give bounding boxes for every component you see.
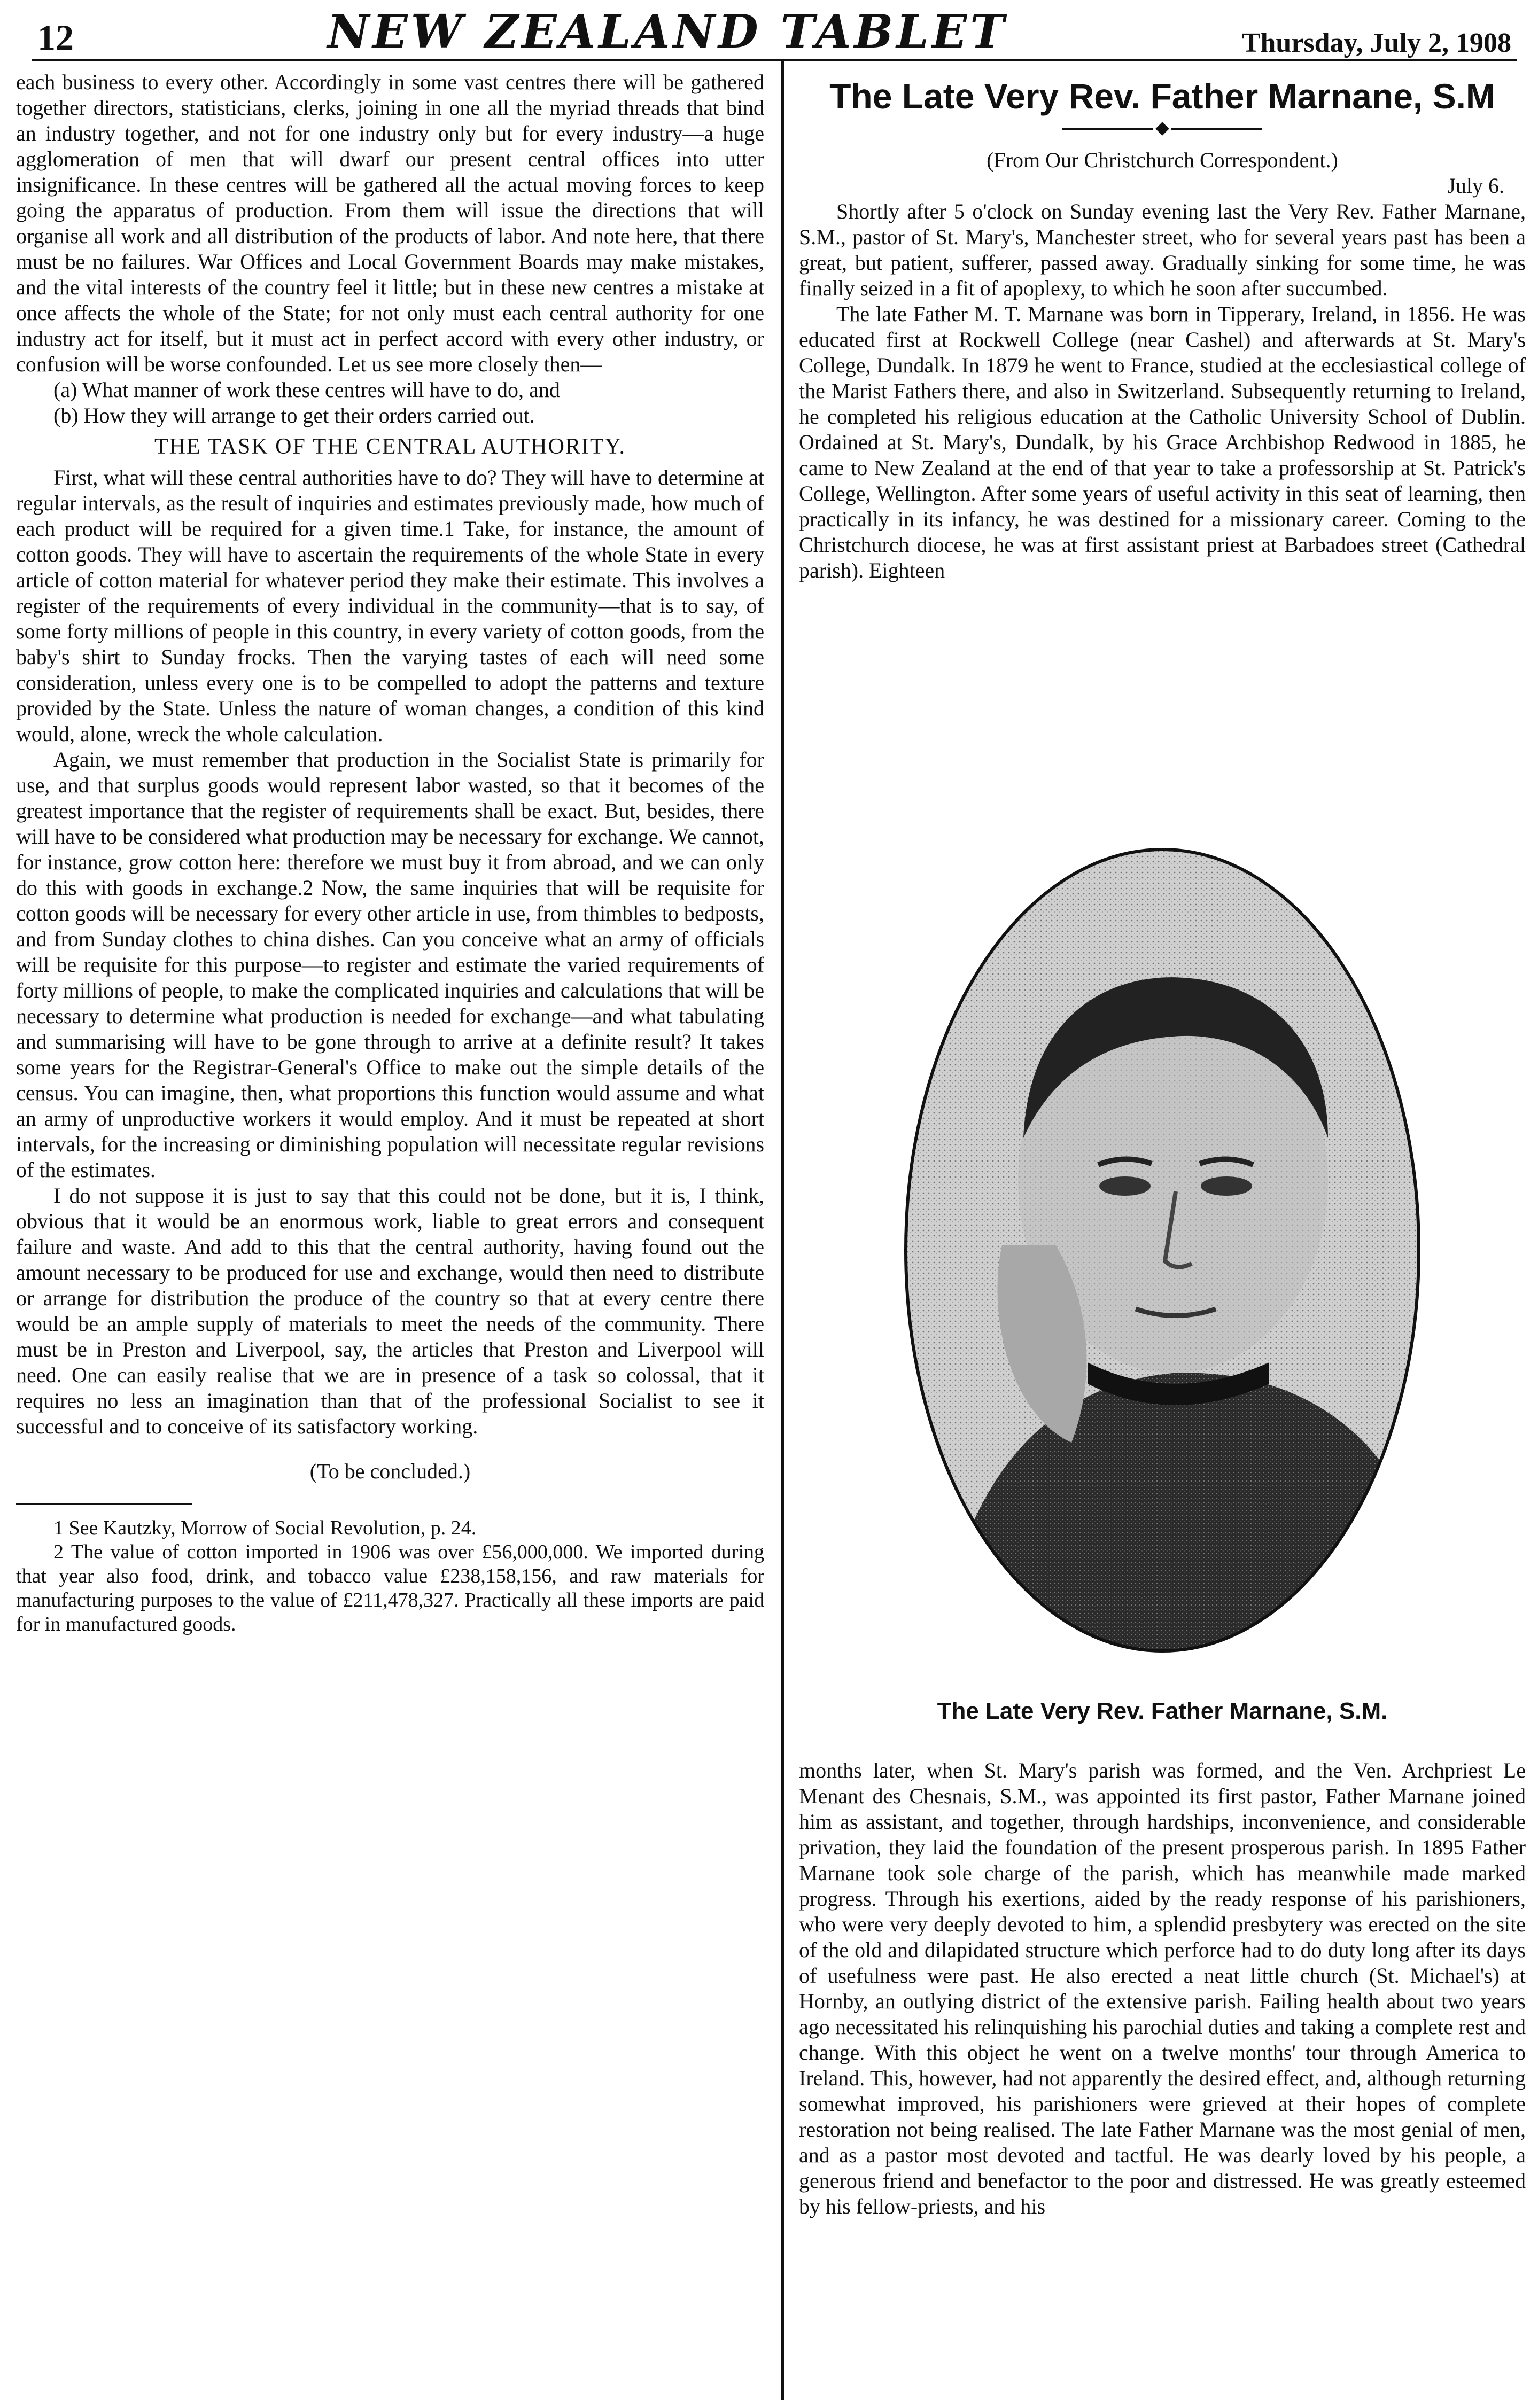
newspaper-title: NEW ZEALAND TABLET xyxy=(327,5,1008,59)
portrait-photo xyxy=(799,833,1526,1667)
footnote: 1 See Kautzky, Morrow of Social Revolution, p. 24. xyxy=(53,1517,477,1539)
footnote-rule xyxy=(16,1503,192,1505)
footnote: 2 The value of cotton imported in 1906 was over £56,000,000. We imported during that year also food, drink, and tobacco value £238,158,156, and raw materials for manufacturing purposes to the value of £211,478,327. Practically all these imports are paid for in manufactured goods. xyxy=(16,1541,764,1635)
paragraph: I do not suppose it is just to say that this could not be done, but it is, I think, obvious that it would be an enormous work, liable to great errors and consequent failure and waste. And add to this that the central authority, having found out the amount necessary to be produced for use and exchange, would then need to distribute or arrange for distribution the produce of the country so that at every centre there would be an ample supply of materials to meet the needs of the community. There must be in Preston and Liverpool, say, the articles that Preston and Liverpool will need. One can easily realise that we are in presence of a task so colossal, that it requires no less an imagination than that of the professional Socialist to see it successful and to conceive of its satisfactory working. xyxy=(16,1183,764,1438)
paragraph: First, what will these central authorities have to do? They will have to determine at regular intervals, as the result of inquiries and estimates previously made, how much of each product will be required for a given time.1 Take, for instance, the amount of cotton goods. They will have to ascertain the requirements of the whole State in every article of cotton material for whatever period they make their estimate. This involves a register of the requirements of every individual in the community—that is to say, of some forty millions of people in this country, in every variety of cotton goods, from the baby's shirt to Sunday frocks. Then the varying tastes of each will need some consideration, unless every one is to be compelled to adopt the patterns and texture provided by the State. Unless the nature of woman changes, a condition of this kind would, alone, wreck the whole calculation. xyxy=(16,465,764,746)
article-source: (From Our Christchurch Correspondent.) xyxy=(987,148,1338,172)
issue-date: Thursday, July 2, 1908 xyxy=(1241,28,1511,58)
paragraph: each business to every other. Accordingly in some vast centres there will be gathered together directors, statisticians, clerks, joining in one all the myriad threads that bind an industry together, and not for one industry only but for every industry—a huge agglomeration of men that will dwarf our present central offices into utter insignificance. In these centres will be gathered all the actual moving forces to keep going the apparatus of production. From them will issue the directions that will organise all work and all distribution of the products of labor. And note here, that there must be no failures. War Offices and Local Government Boards may make mistakes, and the vital interests of the country feel it little; but in these new centres a mistake at once affects the whole of the State; for not only must each central authority for one industry act for itself, but it must act in perfect accord with every other industry, or confusion will be worse confounded. Let us see more closely then— xyxy=(16,70,764,376)
paragraph: Again, we must remember that production in the Socialist State is primarily for use, and that surplus goods would represent labor wasted, so that it becomes of the greatest importance that the register of requirements shall be exact. But, besides, there will have to be considered what production may be necessary for exchange. We cannot, for instance, grow cotton here: therefore we must buy it from abroad, and we can only do this with goods in exchange.2 Now, the same inquiries that will be requisite for cotton goods will be necessary for every other article in use, from thimbles to bedposts, and from Sunday clothes to china dishes. Can you conceive what an army of officials will be requisite for this purpose—to register and estimate the varied requirements of forty millions of people, to make the complicated inquiries and calculations that will be necessary to determine what production is needed for exchange—and what tabulating and summarising will have to be gone through to arrive at a definite result? It takes some years for the Registrar-General's Office to make out the simple details of the census. You can imagine, then, what proportions this function would assume and what an army of unproductive workers it would employ. And it must be repeated at short intervals, for the increasing or diminishing population will necessitate regular revisions of the estimates. xyxy=(16,747,764,1182)
right-column-bottom xyxy=(799,1758,1526,2219)
dateline: July 6. xyxy=(1447,174,1504,198)
title-ornament xyxy=(799,124,1526,134)
page-number: 12 xyxy=(37,17,74,58)
paragraph: Shortly after 5 o'clock on Sunday evening last the Very Rev. Father Marnane, S.M., pastor of St. Mary's, Manchester street, who for several years past has been a great, but patient, sufferer, passed away. Gradually sinking for some time, he was finally seized in a fit of apoplexy, to which he soon after succumbed. xyxy=(799,199,1526,300)
list-item: (b) How they will arrange to get their orders carried out. xyxy=(53,403,535,427)
to-be-concluded: (To be concluded.) xyxy=(309,1459,471,1483)
list-item: (a) What manner of work these centres will have to do, and xyxy=(53,378,560,402)
portrait-image xyxy=(895,839,1430,1662)
photo-caption: The Late Very Rev. Father Marnane, S.M. xyxy=(937,1698,1388,1724)
article-title: The Late Very Rev. Father Marnane, S.M xyxy=(829,76,1495,116)
paragraph: The late Father M. T. Marnane was born in Tipperary, Ireland, in 1856. He was educated first at Rockwell College (near Cashel) and afterwards at St. Mary's College, Dundalk. In 1879 he went to France, studied at the ecclesiastical college of the Marist Fathers there, and also in Switzerland. Subsequently returning to Ireland, he completed his religious education at the Catholic University School of Dublin. Ordained at St. Mary's, Dundalk, by his Grace Archbishop Redwood in 1885, he came to New Zealand at the end of that year to take a professorship at St. Patrick's College, Wellington. After some years of useful activity in this seat of learning, then practically in its infancy, he was destined for a missionary career. Coming to the Christchurch diocese, he was at first assistant priest at Barbadoes street (Cathedral parish). Eighteen xyxy=(799,302,1526,582)
paragraph: months later, when St. Mary's parish was formed, and the Ven. Archpriest Le Menant des Chesnais, S.M., was appointed its first pastor, Father Marnane joined him as assistant, and together, through hardships, inconvenience, and considerable privation, they laid the foundation of the present prosperous parish. In 1895 Father Marnane took sole charge of the parish, which has meanwhile made marked progress. Through his exertions, aided by the ready response of his parishioners, who were very deeply devoted to him, a splendid presbytery was erected on the site of the old and dilapidated structure which perforce had to do duty long after its days of usefulness were past. He also erected a neat little church (St. Michael's) at Hornby, an outlying district of the extensive parish. Failing health about two years ago necessitated his relinquishing his parochial duties and taking a complete rest and change. With this object he went on a twelve months' tour through America to Ireland. This, however, had not apparently the desired effect, and, although returning somewhat improved, his parishioners were grieved at their hopes of complete restoration not being realised. The late Father Marnane was the most genial of men, and as a pastor most devoted and tactful. He was dearly loved by his people, a generous friend and benefactor to the poor and distressed. He was greatly esteemed by his fellow-priests, and his xyxy=(799,1758,1526,2218)
right-column-top xyxy=(799,69,1526,583)
footnotes xyxy=(16,1516,764,1636)
masthead xyxy=(32,0,1517,61)
left-column xyxy=(16,69,764,1636)
section-heading: THE TASK OF THE CENTRAL AUTHORITY. xyxy=(154,434,626,459)
column-rule xyxy=(781,60,784,2400)
